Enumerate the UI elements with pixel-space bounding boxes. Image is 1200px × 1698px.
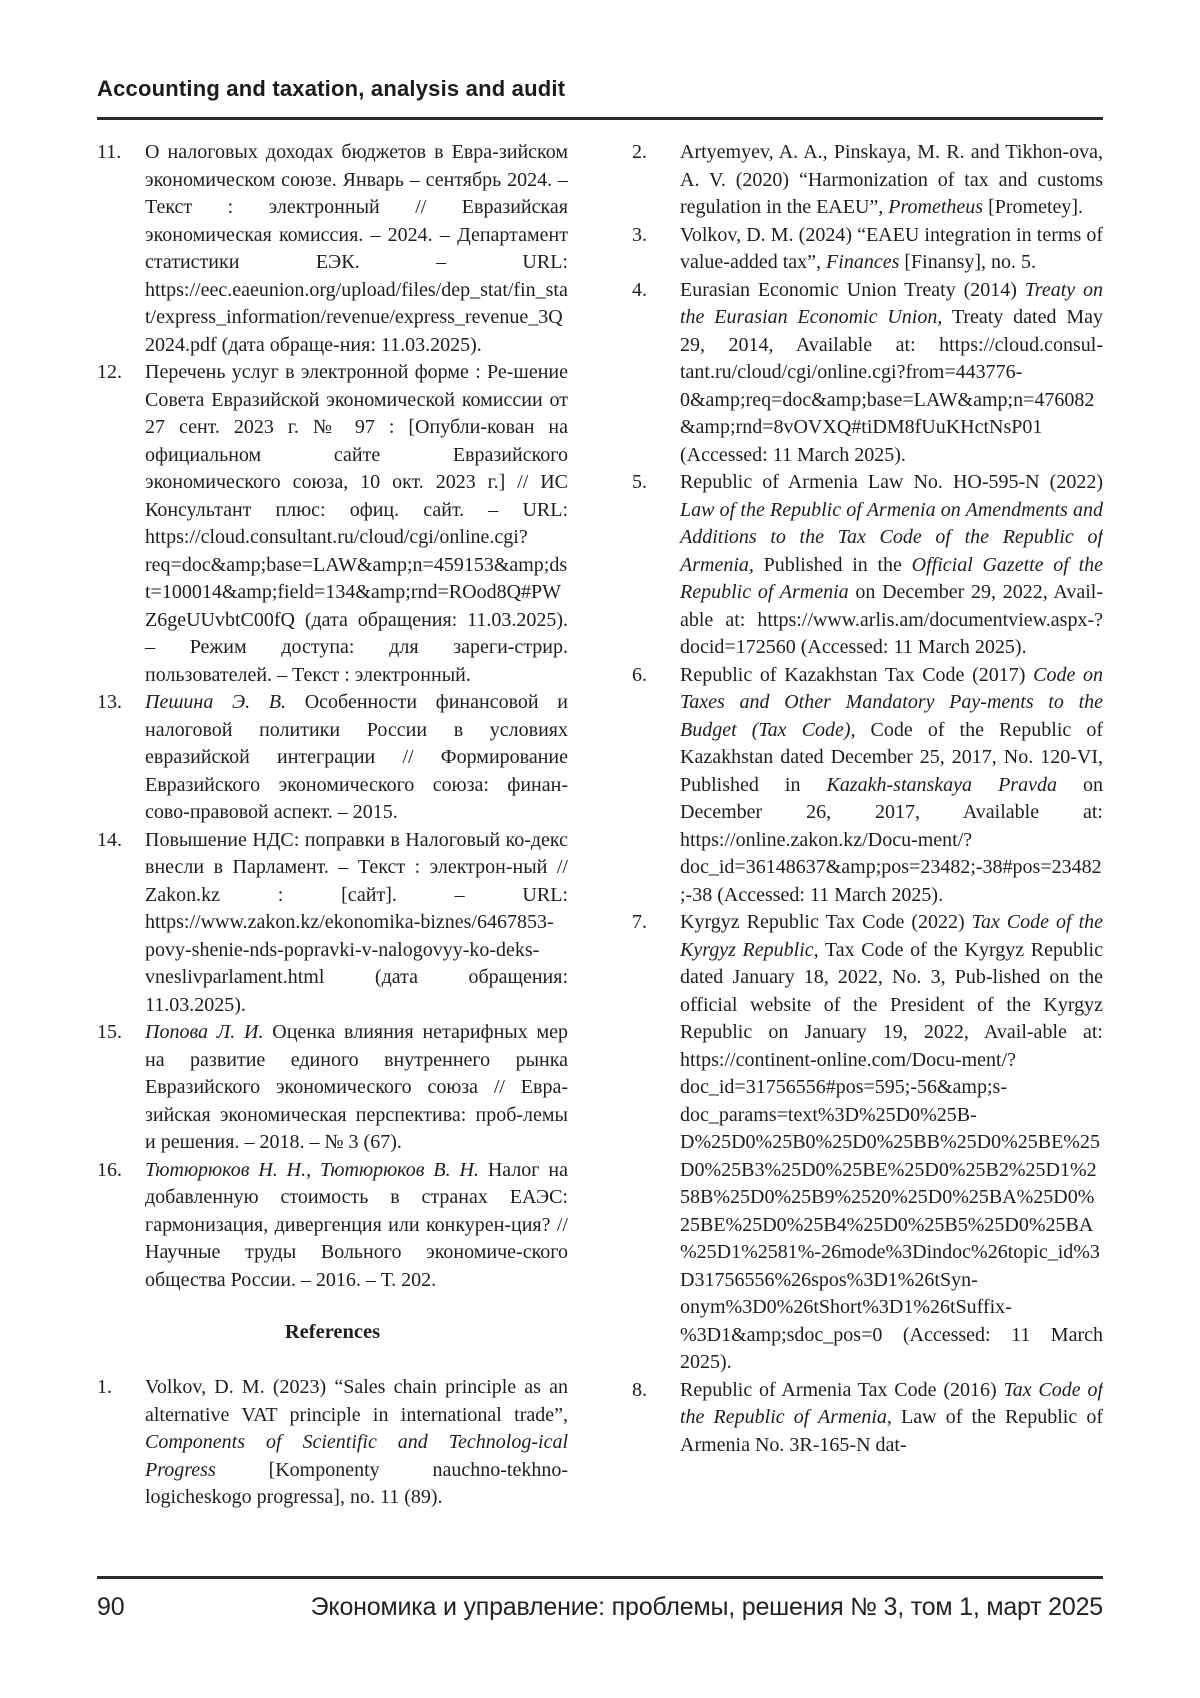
reference-number: 16. [97,1158,122,1181]
section-title: Accounting and taxation, analysis and audit [97,76,566,101]
reference-text: Попова Л. И. Оценка влияния нетарифных мер на развитие единого внутреннего рынка Евразийского экономического союза // Евра-зийская экономическая перспектива: проб-лемы и решения. – 2018. – № 3 (67). [145,1021,568,1153]
journal-title-line: Экономика и управление: проблемы, решения № 3, том 1, март 2025 [310,1593,1103,1621]
reference-number: 5. [632,471,647,493]
reference-number: 2. [632,141,647,163]
english-references-list-right [632,139,1103,1459]
references-heading: References [284,1321,381,1343]
english-references-list-left [97,1374,568,1512]
reference-number: 12. [97,361,122,383]
reference-item [97,689,568,827]
reference-text: Kyrgyz Republic Tax Code (2022) Tax Code of the Kyrgyz Republic, Tax Code of the Kyrgyz Republic dated January 18, 2022, No. 3, Pub-lished on the official website of the President of the Kyrgyz Republic on January 19, 2022, Avail-able at: https://continent-online.com/Docu-ment/?doc_id=31756556#pos=595;-56&amp;s-doc_params=text%3D%25D0%25B-D%25D0%25B0%25D0%25BB%25D0%25BE%25D0%25B3%25D0%25BE%25D0%25B2%25D1%258B%25D0%25B9%2520%25D0%25BA%25D0%25BE%25D0%25B4%25D0%25B5%25D0%25BA%25D1%2581%-26mode%3Dindoc%26topic_id%3D31756556%26spos%3D1%26tSyn-onym%3D0%26tShort%3D1%26tSuffix-%3D1&amp;sdoc_pos=0 (Accessed: 11 March 2025). [680,911,1103,1373]
reference-number: 7. [632,911,647,933]
reference-text: Пешина Э. В. Особенности финансовой и налоговой политики России в условиях евразийской интеграции // Формирование Евразийского экономического союза: финан-сово-правовой аспект. – 2015. [145,691,568,823]
reference-item [632,222,1103,277]
russian-references-list [97,139,568,1294]
reference-item [97,1374,568,1512]
reference-text: О налоговых доходах бюджетов в Евра-зийском экономическом союзе. Январь – сентябрь 2024. – Текст : электронный // Евразийская экономическая комиссия. – 2024. – Департамент статистики ЕЭК. – URL: https://eec.eaeunion.org/upload/files/dep_stat/fin_stat/express_information/revenue/express_revenue_3Q2024.pdf (дата обраще-ния: 11.03.2025). [145,141,568,356]
reference-text: Повышение НДС: поправки в Налоговый ко-декс внесли в Парламент. – Текст : электрон-ный // Zakon.kz : [сайт]. – URL: https://www.zakon.kz/ekonomika-biznes/6467853-povy-shenie-nds-popravki-v-nalogovyy-ko-deks-vneslivparlament.html (дата обращения: 11.03.2025). [145,828,568,1016]
reference-item [97,827,568,1020]
reference-number: 3. [632,223,647,246]
reference-text: Artyemyev, A. A., Pinskaya, M. R. and Tikhon-ova, A. V. (2020) “Harmonization of tax and customs regulation in the EAEU”, Prometheus [Prometey]. [680,141,1103,218]
reference-text: Volkov, D. M. (2024) “EAEU integration in terms of value-added tax”, Finances [Finansy], no. 5. [680,223,1103,273]
right-column [632,139,1103,1577]
reference-number: 1. [97,1376,112,1398]
reference-text: Тютюрюков Н. Н., Тютюрюков В. Н. Налог на добавленную стоимость в странах ЕАЭС: гармонизация, дивергенция или конкурен-ция? // Научные труды Вольного экономиче-ского общества России. – 2016. – Т. 202. [145,1158,568,1291]
reference-text: Republic of Armenia Law No. HO-595-N (2022) Law of the Republic of Armenia on Amendments and Additions to the Tax Code of the Republic of Armenia, Published in the Official Gazette of the Republic of Armenia on December 29, 2022, Avail-able at: https://www.arlis.am/documentview.aspx-?docid=172560 (Accessed: 11 March 2025). [680,471,1103,658]
footer-rule [97,1576,1103,1579]
header-rule [97,117,1103,120]
reference-number: 8. [632,1378,647,1401]
reference-text: Republic of Armenia Tax Code (2016) Tax Code of the Republic of Armenia, Law of the Republic of Armenia No. 3R-165-N dat- [680,1378,1103,1456]
reference-number: 6. [632,663,647,686]
reference-number: 15. [97,1021,122,1043]
reference-item [632,277,1103,470]
document-page [97,0,1103,1577]
reference-item [632,909,1103,1377]
two-column-body [97,139,1103,1577]
reference-number: 13. [97,691,122,713]
reference-text: Eurasian Economic Union Treaty (2014) Treaty on the Eurasian Economic Union, Treaty dated May 29, 2014, Available at: https://cloud.consul-tant.ru/cloud/cgi/online.cgi?from=443776-0&amp;req=doc&amp;base=LAW&amp;n=476082&amp;rnd=8vOVXQ#tiDM8fUuKHctNsP01 (Accessed: 11 March 2025). [680,278,1103,466]
reference-text: Перечень услуг в электронной форме : Ре-шение Совета Евразийской экономической комиссии от 27 сент. 2023 г. № 97 : [Опубли-кован на официальном сайте Евразийского экономического союза, 10 окт. 2023 г.] // ИС Консультант плюс: офиц. сайт. – URL: https://cloud.consultant.ru/cloud/cgi/online.cgi?req=doc&amp;base=LAW&amp;n=459153&amp;dst=100014&amp;field=134&amp;rnd=ROod8Q#PWZ6geUUvbtC00fQ (дата обращения: 11.03.2025). – Режим доступа: для зареги-стрир. пользователей. – Текст : электронный. [145,361,568,686]
reference-item [632,139,1103,222]
page-header [97,0,1103,120]
reference-number: 14. [97,828,122,851]
reference-item [632,1377,1103,1460]
reference-text: Volkov, D. M. (2023) “Sales chain principle as an alternative VAT principle in international trade”, Components of Scientific and Technolog-ical Progress [Komponenty nauchno-tekhno-logicheskogo progressa], no. 11 (89). [145,1376,568,1508]
page-number: 90 [97,1593,125,1621]
reference-item [97,139,568,359]
reference-item [632,662,1103,910]
left-column [97,139,568,1577]
reference-item [97,1157,568,1295]
reference-number: 11. [97,141,122,163]
reference-number: 4. [632,278,647,301]
page-footer [97,1576,1103,1622]
reference-text: Republic of Kazakhstan Tax Code (2017) Code on Taxes and Other Mandatory Pay-ments to the Budget (Tax Code), Code of the Republic of Kazakhstan dated December 25, 2017, No. 120-VI, Published in Kazakh-stanskaya Pravda on December 26, 2017, Available at: https://online.zakon.kz/Docu-ment/?doc_id=36148637&amp;pos=23482;-38#pos=23482;-38 (Accessed: 11 March 2025). [680,663,1103,906]
reference-item [632,469,1103,662]
reference-item [97,359,568,689]
reference-item [97,1019,568,1157]
